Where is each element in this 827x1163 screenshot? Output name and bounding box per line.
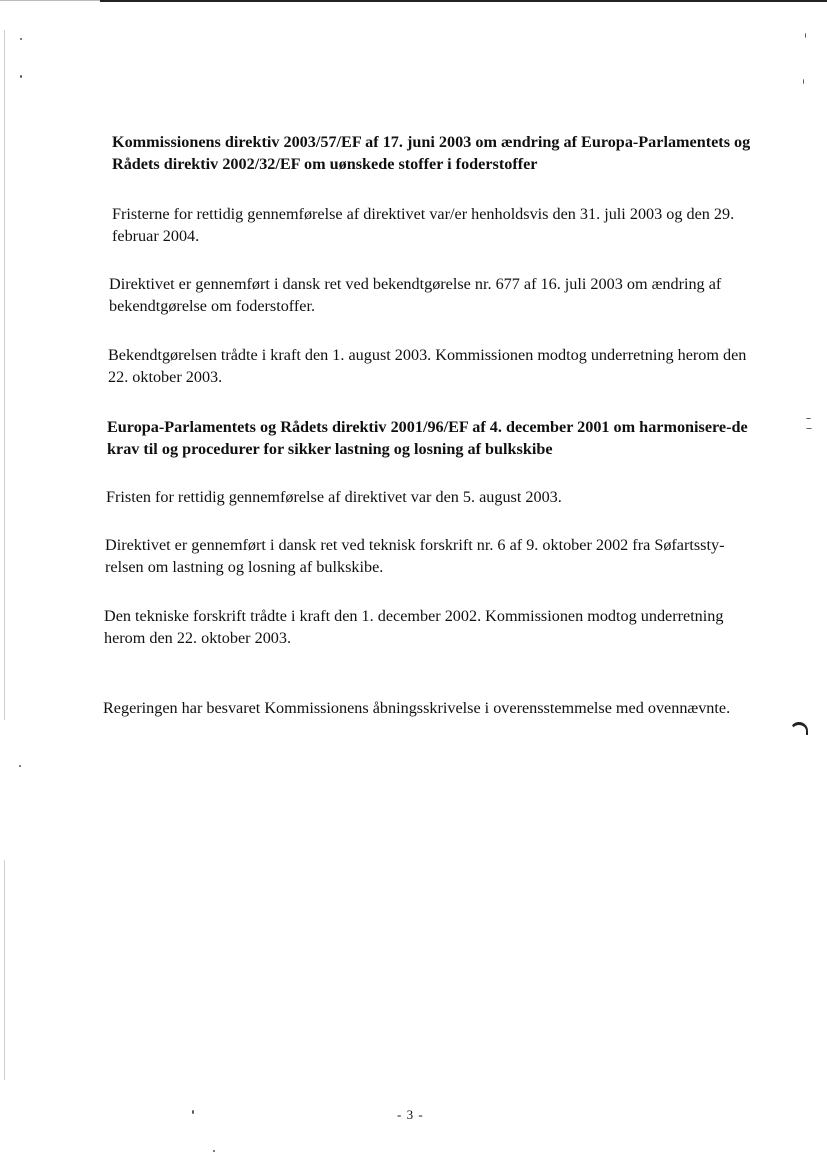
closing-statement: Regeringen har besvaret Kommissionens åbningsskrivelse i overensstemmelse med ovennævnte. [103,699,731,717]
section1-paragraph-1: Fristerne for rettidig gennemførelse af direktivet var/er henholdsvis den 31. juli 2003 og den 29. februar 2004. [112,205,735,245]
scan-speck [806,418,811,419]
section2-heading: Europa-Parlamentets og Rådets direktiv 2001/96/EF af 4. december 2001 om harmonisere-de krav til og procedurer for sikker lastning og losning af bulkskibe [107,418,748,458]
section2-paragraph-1: Fristen for rettidig gennemførelse af direktivet var den 5. august 2003. [106,488,562,506]
scan-speck [20,75,22,78]
left-margin-line-lower [4,860,5,1080]
scan-speck [806,428,812,429]
scan-speck [192,1110,194,1114]
top-edge-line [100,0,827,2]
scan-mark [790,722,808,735]
section2-paragraph-3: Den tekniske forskrift trådte i kraft den 1. december 2002. Kommissionen modtog underretning herom den 22. oktober 2003. [104,607,724,647]
top-edge-faint-line [0,0,100,1]
scan-speck [213,1150,215,1152]
scan-speck [803,79,804,84]
section1-paragraph-3: Bekendtgørelsen trådte i kraft den 1. august 2003. Kommissionen modtog underretning herom den 22. oktober 2003. [108,346,747,386]
scan-speck [19,765,21,767]
scan-speck [20,38,22,40]
section1-paragraph-2: Direktivet er gennemført i dansk ret ved bekendtgørelse nr. 677 af 16. juli 2003 om ændring af bekendtgørelse om foderstoffer. [109,275,722,315]
scan-speck [805,33,806,38]
page-number: - 3 - [397,1107,424,1122]
left-margin-line [4,30,5,720]
section1-heading: Kommissionens direktiv 2003/57/EF af 17. juni 2003 om ændring af Europa-Parlamentets og Rådets direktiv 2002/32/EF om uønskede stoffer i foderstoffer [112,133,751,173]
section2-paragraph-2: Direktivet er gennemført i dansk ret ved teknisk forskrift nr. 6 af 9. oktober 2002 fra Søfartssty-relsen om lastning og losning af bulkskibe. [105,536,725,576]
